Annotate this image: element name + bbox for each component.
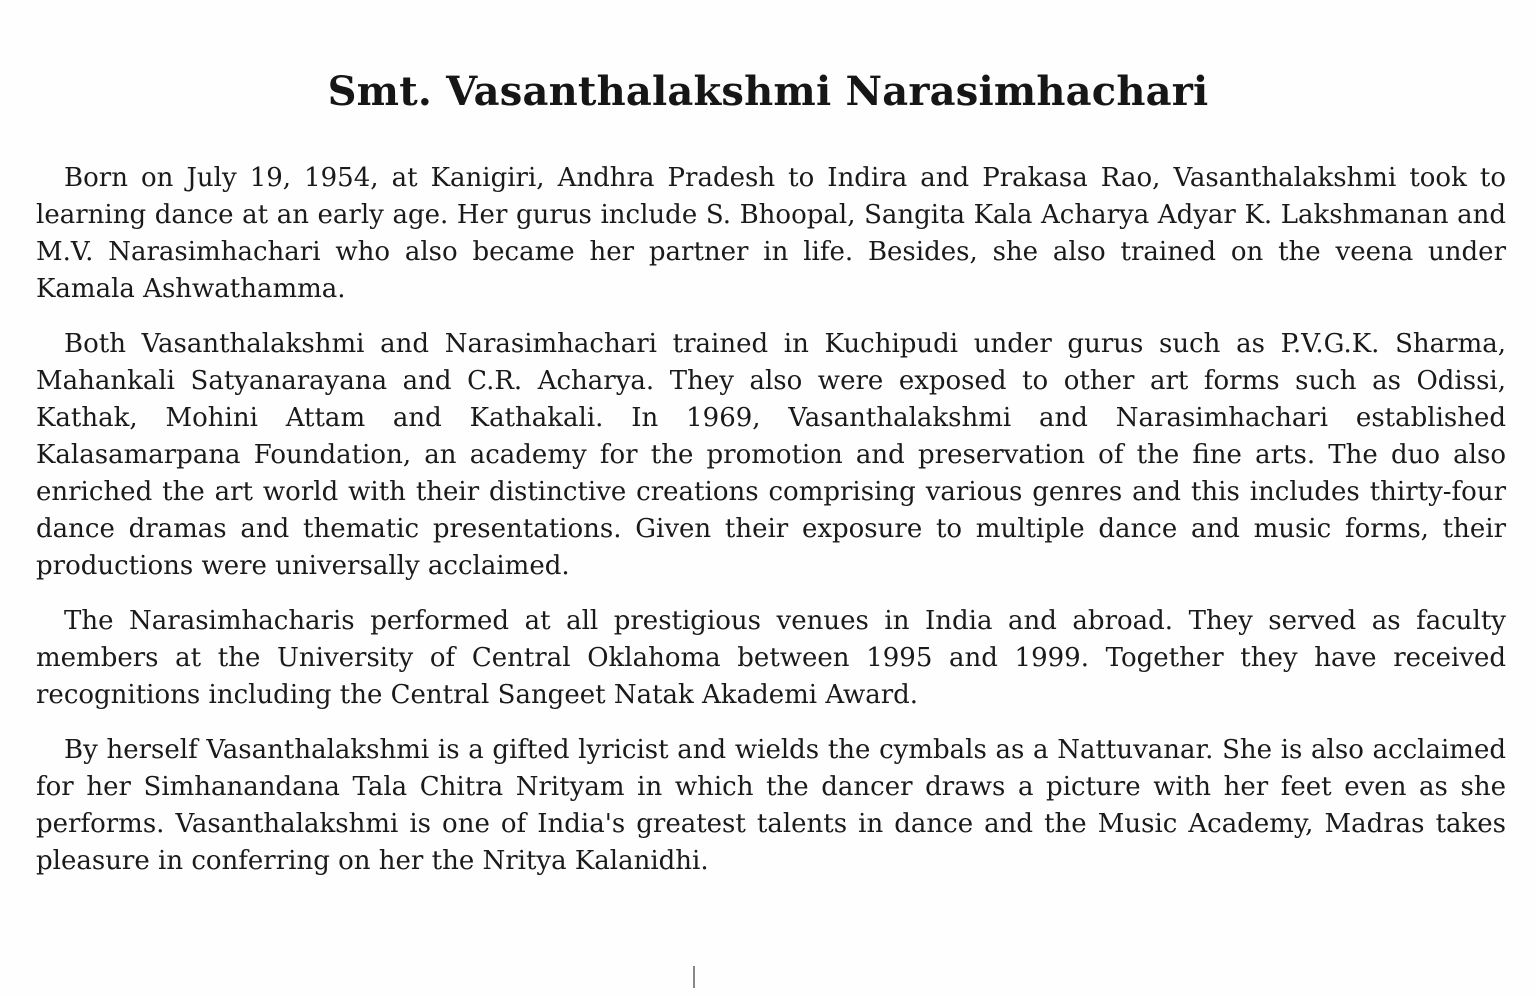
paragraph-training-foundation: Both Vasanthalakshmi and Narasimhachari trained in Kuchipudi under gurus such as P.V.G.K. Sharma, Mahankali Satyanarayana and C.R. Acharya. They also were exposed to other art forms such as Odissi, Kathak, Mohini Attam and Kathakali. In 1969, Vasanthalakshmi and Narasimhachari established Kalasamarpana Foundation, an academy for the promotion and preservation of the fine arts. The duo also enriched the art world with their distinctive creations comprising various genres and this includes thirty-four dance dramas and thematic presentations. Given their exposure to multiple dance and music forms, their productions were universally acclaimed. — [36, 329, 1506, 581]
page-mark — [693, 966, 695, 988]
paragraph-early-life: Born on July 19, 1954, at Kanigiri, Andhra Pradesh to Indira and Prakasa Rao, Vasanthalakshmi took to learning dance at an early age. Her gurus include S. Bhoopal, Sangita Kala Acharya Adyar K. Lakshmanan and M.V. Narasimhachari who also became her partner in life. Besides, she also trained on the veena under Kamala Ashwathamma. — [36, 163, 1506, 304]
paragraph-citation: By herself Vasanthalakshmi is a gifted lyricist and wields the cymbals as a Nattuvanar. She is also acclaimed for her Simhanandana Tala Chitra Nrityam in which the dancer draws a picture with her feet even as she performs. Vasanthalakshmi is one of India's greatest talents in dance and the Music Academy, Madras takes pleasure in conferring on her the Nritya Kalanidhi. — [36, 735, 1506, 876]
body-text — [36, 160, 1506, 898]
page-title: Smt. Vasanthalakshmi Narasimhachari — [327, 68, 1209, 115]
paragraph-performances-awards: The Narasimhacharis performed at all prestigious venues in India and abroad. They served as faculty members at the University of Central Oklahoma between 1995 and 1999. Together they have received recognitions including the Central Sangeet Natak Akademi Award. — [36, 606, 1506, 710]
